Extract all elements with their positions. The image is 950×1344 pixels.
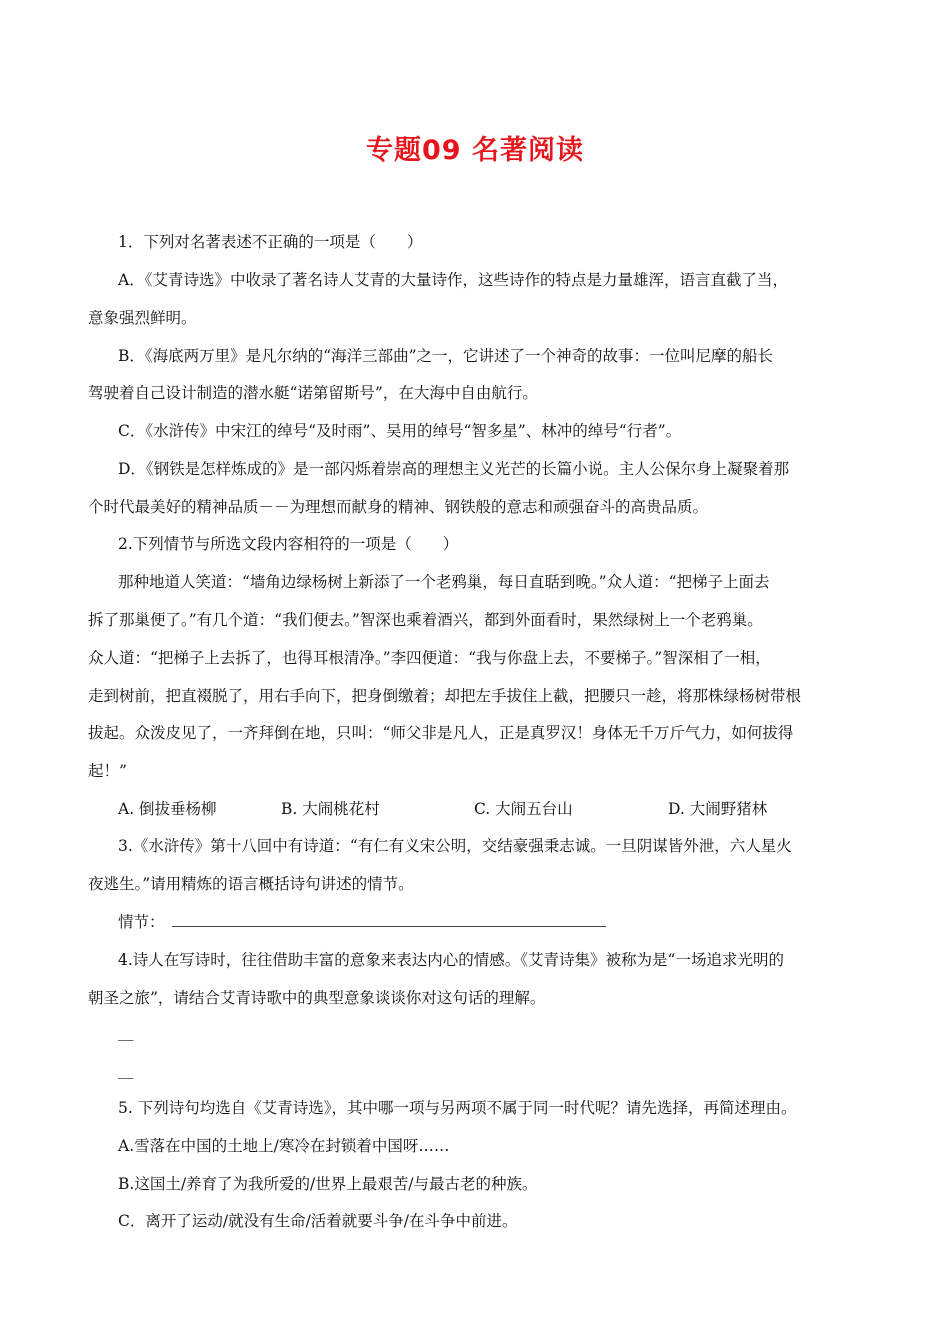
q1-option-a: A．《艾青诗选》中收录了著名诗人艾青的大量诗作，这些诗作的特点是力量雄浑，语言直截了当， <box>118 271 788 289</box>
q1-option-d: D．《钢铁是怎样炼成的》是一部闪烁着崇高的理想主义光芒的长篇小说。主人公保尔身上凝聚着那 <box>118 460 790 478</box>
q2-option-a: A. 倒拔垂杨柳 <box>118 800 217 818</box>
q2-option-d: D. 大闹野猪林 <box>668 800 768 818</box>
q1-option-b-cont: 驾驶着自己设计制造的潜水艇“诺第留斯号”，在大海中自由航行。 <box>88 384 538 402</box>
q1-stem: 1．下列对名著表述不正确的一项是（ ） <box>118 233 423 251</box>
q5-stem: 5. 下列诗句均选自《艾青诗选》，其中哪一项与另两项不属于同一时代呢？请先选择，再简述理由。 <box>118 1099 797 1117</box>
q4-stem-cont: 朝圣之旅”，请结合艾青诗歌中的典型意象谈谈你对这句话的理解。 <box>88 989 546 1007</box>
q2-option-c: C. 大闹五台山 <box>474 800 573 818</box>
q2-passage-line: 众人道：“把梯子上去拆了，也得耳根清净。”李四便道：“我与你盘上去，不要梯子。”智深相了一相， <box>88 649 771 667</box>
q2-passage-line: 拔起。众泼皮见了，一齐拜倒在地，只叫：“师父非是凡人，正是真罗汉！身体无千万斤气力，如何拔得 <box>88 724 794 742</box>
q2-passage-line: 走到树前，把直裰脱了，用右手向下，把身倒缴着；却把左手拔住上截，把腰只一趁，将那株绿杨树带根 <box>88 687 802 705</box>
q3-answer-label: 情节： <box>118 913 165 931</box>
q3-answer-blank <box>172 926 606 927</box>
q4-answer-blank: __ <box>118 1061 134 1079</box>
q1-option-a-cont: 意象强烈鲜明。 <box>88 309 197 327</box>
q5-option-a: A.雪落在中国的土地上/寒冷在封锁着中国呀…… <box>118 1137 450 1155</box>
page-title: 专题09 名著阅读 <box>366 135 584 166</box>
q5-option-b: B.这国土/养育了为我所爱的/世界上最艰苦/与最古老的种族。 <box>118 1175 538 1193</box>
q1-option-c: C．《水浒传》中宋江的绰号“及时雨”、吴用的绰号“智多星”、林冲的绰号“行者”。 <box>118 422 682 440</box>
q2-passage-line: 那种地道人笑道：“墙角边绿杨树上新添了一个老鸦巢，每日直聒到晚。”众人道：“把梯子上面去 <box>118 573 770 591</box>
q5-option-c: C．离开了运动/就没有生命/活着就要斗争/在斗争中前进。 <box>118 1212 518 1230</box>
q4-answer-blank: __ <box>118 1023 134 1041</box>
q2-passage-line: 起！” <box>88 762 127 780</box>
q4-stem: 4.诗人在写诗时，往往借助丰富的意象来表达内心的情感。《艾青诗集》被称为是“一场追求光明的 <box>118 951 784 969</box>
q2-passage-line: 拆了那巢便了。”有几个道：“我们便去。”智深也乘着酒兴，都到外面看时，果然绿树上一个老鸦巢。 <box>88 611 763 629</box>
q2-stem: 2.下列情节与所选文段内容相符的一项是（ ） <box>118 535 459 553</box>
q2-option-b: B. 大闹桃花村 <box>281 800 380 818</box>
q3-stem-cont: 夜逃生。”请用精炼的语言概括诗句讲述的情节。 <box>88 875 414 893</box>
q1-option-b: B．《海底两万里》是凡尔纳的“海洋三部曲”之一，它讲述了一个神奇的故事：一位叫尼摩的船长 <box>118 347 773 365</box>
q1-option-d-cont: 个时代最美好的精神品质－－为理想而献身的精神、钢铁般的意志和顽强奋斗的高贵品质。 <box>88 498 709 516</box>
q3-stem: 3.《水浒传》第十八回中有诗道：“有仁有义宋公明，交结豪强秉志诚。一旦阴谋皆外泄，六人星火 <box>118 837 792 855</box>
